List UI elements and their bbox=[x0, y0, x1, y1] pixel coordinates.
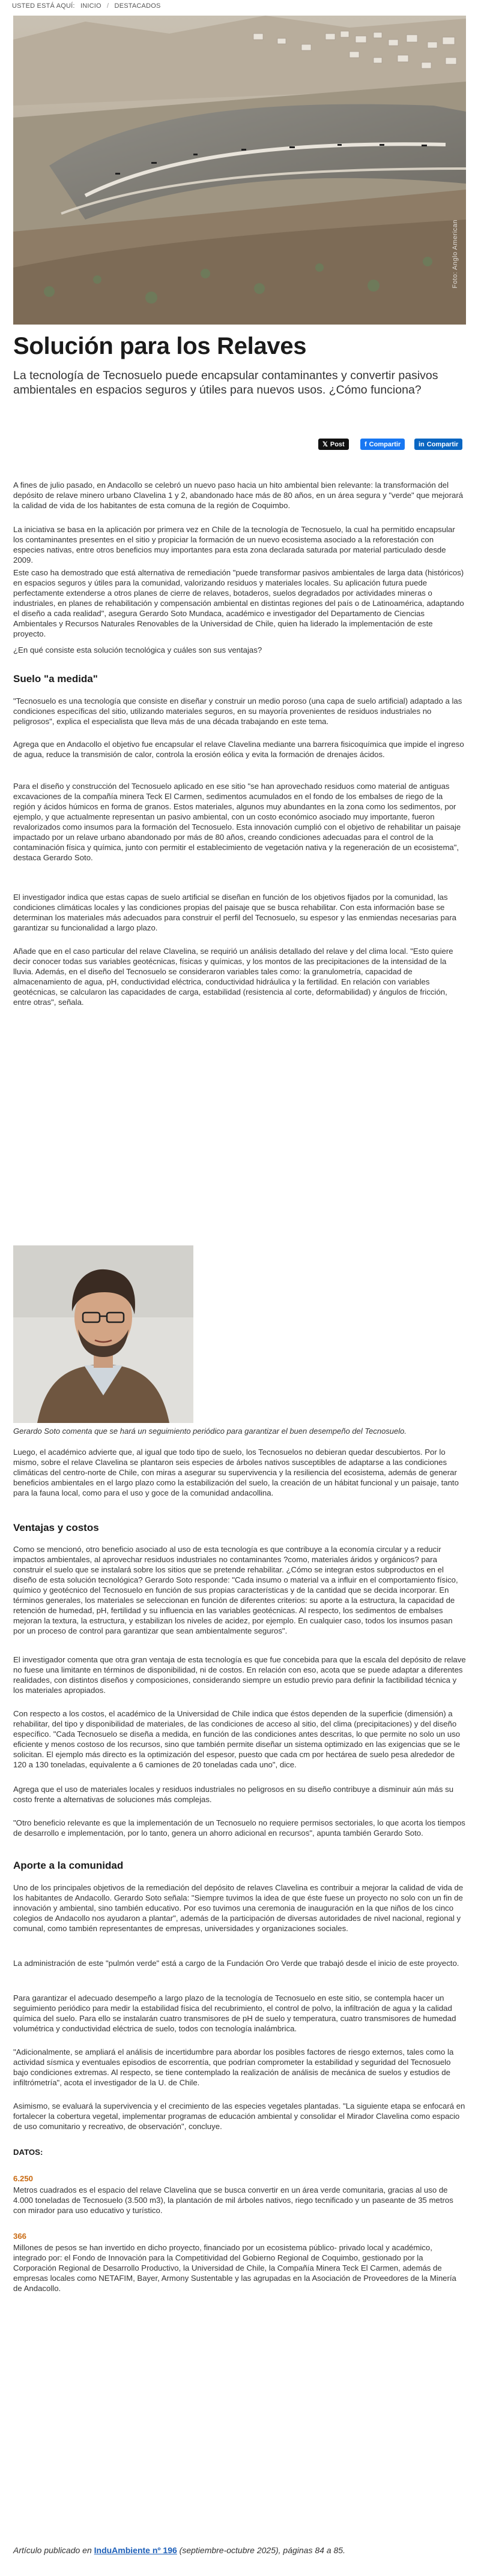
paragraph: A fines de julio pasado, en Andacollo se celebró un nuevo paso hacia un hito ambiental bien relevante: la transformación del depósito de relave minero urbano Clavelina 1 y 2, abandonado hace más de 80 años, en un área segura y "verde" que mejorará la calidad de vida de los habitantes de esta comuna de la región de Coquimbo. bbox=[13, 481, 464, 510]
paragraph: Con respecto a los costos, el académico de la Universidad de Chile indica que éstos dependen de la superficie (dimensión) a rehabilitar, del tipo y disponibilidad de materiales, de las condiciones de acceso al sitio, del clima (precipitaciones) y del diseño específico. "Cada Tecnosuelo se diseña a medida, en función de las condiciones antes descritas, lo que permite no solo un uso eficiente y menos costoso de los recursos, sino que también permite diseñar un sistema optimizado en las exigencias que se le solicitan. El ejemplo más directo es la optimización del espesor, puesto que cada cm por hectárea de suelo pesa alrededor de 120 a 130 toneladas, equivalente a 6 camiones de 20 toneladas cada uno", dice. bbox=[13, 1709, 461, 1769]
article-title: Solución para los Relaves bbox=[13, 333, 307, 359]
paragraph: Añade que en el caso particular del relave Clavelina, se requirió un análisis detallado del relave y del clima local. "Esto quiere decir conocer todas sus variables geotécnicas, físicas y químicas, y los montos de las precipitaciones de la intensidad de la lluvia. Además, en el diseño del Tecnosuelo se consideraron variables tales como: la granulometría, capacidad de almacenamiento de agua, pH, conductividad eléctrica, conductividad hidráulica y la fertilidad. En relación con variables geotécnicas, se calcularon las capacidades de carga, estabilidad (resistencia al corte, deformabilidad) y ángulos de fricción, entre otras", señala. bbox=[13, 947, 453, 1007]
breadcrumb-label: USTED ESTÁ AQUÍ: bbox=[12, 2, 75, 10]
hero-photo-credit: Foto: Anglo American bbox=[452, 220, 459, 289]
publication-link[interactable]: InduAmbiente nº 196 bbox=[94, 2545, 177, 2555]
facebook-logo-icon: f bbox=[365, 440, 367, 448]
breadcrumb-separator: / bbox=[107, 2, 109, 10]
share-x-button[interactable] bbox=[318, 439, 349, 450]
paragraph: Uno de los principales objetivos de la remediación del depósito de relaves Clavelina es contribuir a mejorar la calidad de vida de los habitantes de Andacollo. Gerardo Soto señala: "Siempre tuvimos la idea de que éste fuese un proyecto no solo con un fin de innovación y ambiental, sino también educativo. Por eso tuvimos una ceremonia de inauguración en la que niños de los cinco colegios de Andacollo nos ayudaron a plantar", además de la participación de diversas autoridades de nivel nacional, regional y comunal, como también representantes de empresas, universidades y organizaciones sociales. bbox=[13, 1883, 464, 1933]
section-heading: Ventajas y costos bbox=[13, 1522, 99, 1533]
paragraph: Como se mencionó, otro beneficio asociado al uso de esta tecnología es que contribuye a la economía circular y a reducir impactos ambientales, al aprovechar residuos industriales no contaminantes ?como, materiales áridos y orgánicos? para construir el suelo que se instalará sobre los sitios que se pretende rehabilitar. ¿Cómo se integran estos subproductos en el diseño de esta solución tecnológica? Gerardo Soto responde: "Cada insumo o material va a influir en el comportamiento físico, químico y geotécnico del Tecnosuelo en función de sus propias características y de la cantidad que se decida incorporar. En términos generales, los materiales se seleccionan en función de diferentes criterios: su aporte a la estructura, la capacidad de retención de humedad, pH, fertilidad y su influencia en las variables geotécnicas. Al respecto, los sedimentos de embalses mejoran la textura, la estructura, y estabilizan los niveles de acidez, por ejemplo. En cualquier caso, todos los insumos pasan por un proceso de control para garantizar que sean ambientalmente seguros". bbox=[13, 1545, 458, 1635]
paragraph: ¿En qué consiste esta solución tecnológica y cuáles son sus ventajas? bbox=[13, 645, 262, 654]
x-logo-icon: 𝕏 bbox=[322, 441, 328, 448]
publication-note-suffix: (septiembre-octubre 2025), páginas 84 a 85. bbox=[179, 2545, 345, 2555]
paragraph: El investigador comenta que otra gran ventaja de esta tecnología es que fue concebida para que la escala del depósito de relave no fuese una limitante en términos de disponibilidad, ni de costos. En relación con eso, acota que se puede adaptar a diferentes realidades, con distintos diseños y composiciones, considerando siempre un estudio previo para definir la factibilidad técnica y los materiales apropiados. bbox=[13, 1655, 466, 1695]
paragraph: "Adicionalmente, se ampliará el análisis de incertidumbre para abordar los posibles factores de riesgo externos, tales como la actividad sísmica y eventuales episodios de escorrentía, que podrían comprometer la estabilidad y seguridad del Tecnosuelo bajo condiciones extremas. Al respecto, se tiene contemplado la realización de análisis de mecánica de suelos y estudios de infiltrómetría", acota el investigador de la U. de Chile. bbox=[13, 2047, 454, 2087]
paragraph: La iniciativa se basa en la aplicación por primera vez en Chile de la tecnología de Tecnosuelo, la cual ha permitido encapsular los contaminantes presentes en el sitio y propiciar la formación de un nuevo ecosistema asociado a la reforestación con especies nativas, entre otros beneficios muy importantes para esta zona declarada saturada por material particulado desde 2009. bbox=[13, 525, 455, 565]
paragraph: "Tecnosuelo es una tecnología que consiste en diseñar y construir un medio poroso (una capa de suelo artificial) adaptado a las condiciones específicas del sitio, utilizando materiales seguros, en su mayoría provenientes de residuos industriales no peligrosos", explica el especialista que lleva más de una década trabajando en este tema. bbox=[13, 696, 462, 726]
breadcrumb bbox=[12, 2, 165, 10]
photo-caption: Gerardo Soto comenta que se hará un seguimiento periódico para garantizar el buen desempeño del Tecnosuelo. bbox=[13, 1427, 407, 1436]
share-linkedin-label: Compartir bbox=[426, 440, 459, 448]
breadcrumb-section[interactable]: DESTACADOS bbox=[114, 2, 161, 10]
portrait-photo bbox=[13, 1245, 193, 1423]
publication-note-prefix: Artículo publicado en bbox=[13, 2545, 94, 2555]
hero-image bbox=[13, 16, 466, 325]
paragraph: El investigador indica que estas capas de suelo artificial se diseñan en función de los objetivos fijados por la comunidad, las condiciones climáticas locales y las condiciones propias del paisaje que se busca rehabilitar. Con esta información base se determinan los materiales más adecuados para construir el perfil del Tecnosuelo, su espesor y las enmiendas necesarias para garantizar su funcionalidad a largo plazo. bbox=[13, 893, 456, 932]
paragraph: Este caso ha demostrado que está alternativa de remediación "puede transformar pasivos ambientales de larga data (históricos) en espacios seguros y útiles para la comunidad, valorizando residuos y materiales locales. Su aplicación futura puede perfectamente extenderse a otros planes de cierre de relaves, botaderos, suelos degradados por actividades mineras o industriales, en planes de rehabilitación y compensación ambiental en distintas regiones del país o de Latinoamérica, adaptando el diseño a cada realidad", asegura Gerardo Soto Mundaca, académico e investigador del Departamento de Ciencias Ambientales y Recursos Naturales Renovables de la Universidad de Chile, quien ha liderado la implementación de este proyecto. bbox=[13, 568, 464, 638]
share-facebook-label: Compartir bbox=[369, 440, 401, 448]
data-label: DATOS: bbox=[13, 2148, 43, 2157]
paragraph: "Otro beneficio relevante es que la implementación de un Tecnosuelo no requiere permisos sectoriales, lo que acorta los tiempos de desarrollo e implementación, por lo tanto, genera un ahorro adicional en recursos", apunta también Gerardo Soto. bbox=[13, 1818, 465, 1838]
share-x-label: Post bbox=[330, 440, 345, 448]
share-facebook-button[interactable] bbox=[360, 439, 405, 450]
paragraph: Luego, el académico advierte que, al igual que todo tipo de suelo, los Tecnosuelos no debieran quedar descubiertos. Por lo mismo, sobre el relave Clavelina se plantaron seis especies de árboles nativos susceptibles de adaptarse a las condiciones climáticas del centro-norte de Chile, con miras a asegurar su supervivencia y la resiliencia del ecosistema, además de generar beneficios ambientales en el largo plazo como la estabilización del suelo, la creación de un hábitat funcional y un paisaje, tanto para la fauna local, como para el uso y goce de la comunidad andacollina. bbox=[13, 1448, 459, 1497]
article-subtitle: La tecnología de Tecnosuelo puede encapsular contaminantes y convertir pasivos ambientales en espacios seguros y útiles para nuevos usos. ¿Cómo funciona? bbox=[13, 369, 438, 397]
data-text: Millones de pesos se han invertido en dicho proyecto, financiado por un ecosistema público- privado local y académico, integrado por: el Fondo de Innovación para la Competitividad del Gobierno Regional de Coquimbo, gestionado por la Corporación Regional de Desarrollo Productivo, la Universidad de Chile, la Compañía Minera Teck El Carmen, además de empresas locales como NETAFIM, Bayer, Armony Sustentable y las agrupadas en la Asociación de Proveedores de la Minería de Andacollo. bbox=[13, 2243, 456, 2293]
portrait-illustration bbox=[13, 1245, 193, 1423]
paragraph: Agrega que el uso de materiales locales y residuos industriales no peligrosos en su diseño contribuye a disminuir aún más su costo frente a alternativas de soluciones más complejas. bbox=[13, 1785, 454, 1804]
linkedin-logo-icon: in bbox=[419, 440, 425, 448]
paragraph: Para garantizar el adecuado desempeño a largo plazo de la tecnología de Tecnosuelo en este sitio, se contempla hacer un seguimiento periódico para medir la estabilidad física del recubrimiento, el control de polvo, la infiltración de agua y la calidad química del suelo. Para ello se instalarán cuatro transmisores de pH de suelo y temperatura, cuatro transmisores de humedad volumétrica y conductividad eléctrica de suelo, todos con tecnología inalámbrica. bbox=[13, 1993, 456, 2033]
paragraph: Asimismo, se evaluará la supervivencia y el crecimiento de las especies vegetales plantadas. "La siguiente etapa se enfocará en fortalecer la cobertura vegetal, implementar programas de educación ambiental y consolidar el Mirador Clavelina como espacio de uso comunitario y recreativo, de observación", concluye. bbox=[13, 2101, 465, 2131]
section-heading: Suelo "a medida" bbox=[13, 673, 98, 684]
share-linkedin-button[interactable] bbox=[414, 439, 462, 450]
data-figure: 6.250 bbox=[13, 2174, 34, 2183]
data-figure: 366 bbox=[13, 2232, 27, 2241]
paragraph: La administración de este "pulmón verde" está a cargo de la Fundación Oro Verde que trabajó desde el inicio de este proyecto. bbox=[13, 1959, 459, 1968]
section-heading: Aporte a la comunidad bbox=[13, 1860, 124, 1871]
data-text: Metros cuadrados es el espacio del relave Clavelina que se busca convertir en un área verde comunitaria, gracias al uso de 4.000 toneladas de Tecnosuelo (3.500 m3), la plantación de mil árboles nativos, riego tecnificado y un paseante de 35 metros con mirador para uso educativo y turístico. bbox=[13, 2185, 453, 2215]
paragraph: Para el diseño y construcción del Tecnosuelo aplicado en ese sitio "se han aprovechado residuos como material de antiguas excavaciones de la compañía minera Teck El Carmen, sedimentos acumulados en el fondo de los embalses de riego de la región y ácidos húmicos en forma de granos. Estos materiales, algunos muy abundantes en la zona como los sedimentos, por ejemplo, y que actualmente representan un pasivo ambiental, con un costo económico asociado muy importante, fueron revalorizados como insumos para la formación del Tecnosuelo. Esta innovación cumplió con el objetivo de rehabilitar un paisaje impactado por un relave urbano abandonado por más de 80 años, creando condiciones adecuadas para el control de la contaminación física y química, junto con permitir el establecimiento de vegetación nativa y la regeneración de un ecosistema", destaca Gerardo Soto. bbox=[13, 782, 461, 862]
publication-note bbox=[13, 2545, 345, 2555]
breadcrumb-home[interactable]: INICIO bbox=[80, 2, 101, 10]
hero-landscape-illustration bbox=[13, 16, 466, 325]
paragraph: Agrega que en Andacollo el objetivo fue encapsular el relave Clavelina mediante una barrera fisicoquímica que impide el ingreso de agua, reduce la transmisión de calor, controla la erosión eólica y evita la formación de drenajes ácidos. bbox=[13, 740, 464, 759]
